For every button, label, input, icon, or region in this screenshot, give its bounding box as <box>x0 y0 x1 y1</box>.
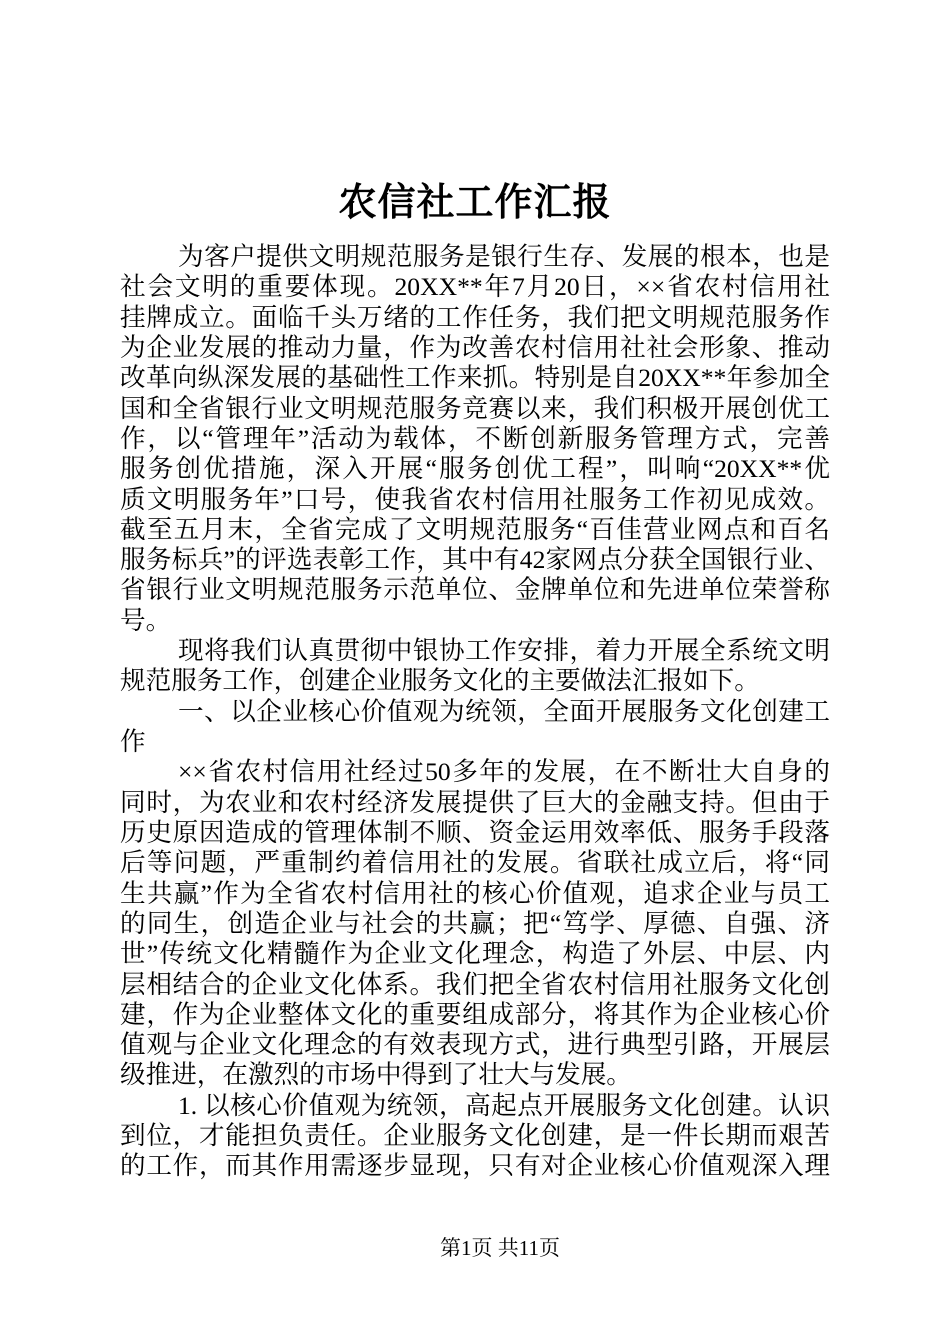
paragraph-5-line: 到位，才能担负责任。企业服务文化创建，是一件长期而艰苦 <box>120 1121 830 1151</box>
paragraph-5-line: 1. 以核心价值观为统领，高起点开展服务文化创建。认识 <box>178 1090 830 1120</box>
paragraph-1-line: 服务标兵”的评选表彰工作，其中有42家网点分获全国银行业、 <box>120 545 830 575</box>
paragraph-2-line: 现将我们认真贯彻中银协工作安排，着力开展全系统文明 <box>178 636 830 666</box>
paragraph-1-line: 号。 <box>120 605 172 635</box>
paragraph-4-line: 同时，为农业和农村经济发展提供了巨大的金融支持。但由于 <box>120 787 830 817</box>
paragraph-4-line: 级推进，在激烈的市场中得到了壮大与发展。 <box>120 1060 632 1090</box>
paragraph-1-line: 为客户提供文明规范服务是银行生存、发展的根本，也是 <box>178 242 830 271</box>
paragraph-1-line: 社会文明的重要体现。20XX**年7月20日，××省农村信用社 <box>120 272 830 302</box>
paragraph-4-line: ××省农村信用社经过50多年的发展，在不断壮大自身的 <box>178 757 830 787</box>
paragraph-4-line: 后等问题，严重制约着信用社的发展。省联社成立后，将“同 <box>120 848 830 878</box>
paragraph-1-line: 作，以“管理年”活动为载体，不断创新服务管理方式，完善 <box>120 423 830 453</box>
paragraph-1-line: 截至五月末，全省完成了文明规范服务“百佳营业网点和百名 <box>120 514 830 544</box>
paragraph-4-line: 值观与企业文化理念的有效表现方式，进行典型引路，开展层 <box>120 1030 830 1060</box>
paragraph-4-line: 生共赢”作为全省农村信用社的核心价值观，追求企业与员工 <box>120 878 830 908</box>
paragraph-3-line: 一、以企业核心价值观为统领，全面开展服务文化创建工 <box>178 696 830 726</box>
paragraph-1-line: 省银行业文明规范服务示范单位、金牌单位和先进单位荣誉称 <box>120 575 830 605</box>
paragraph-1-line: 服务创优措施，深入开展“服务创优工程”，叫响“20XX**优 <box>120 454 830 484</box>
page-number-label: 第1页 共11页 <box>440 1236 560 1260</box>
paragraph-4-line: 世”传统文化精髓作为企业文化理念，构造了外层、中层、内 <box>120 939 830 969</box>
paragraph-5-line: 的工作，而其作用需逐步显现，只有对企业核心价值观深入理 <box>120 1151 830 1181</box>
paragraph-3-line: 作 <box>120 727 146 756</box>
paragraph-1-line: 改革向纵深发展的基础性工作来抓。特别是自20XX**年参加全 <box>120 363 830 393</box>
paragraph-4-line: 建，作为企业整体文化的重要组成部分，将其作为企业核心价 <box>120 999 830 1029</box>
paragraph-1-line: 挂牌成立。面临千头万绪的工作任务，我们把文明规范服务作 <box>120 302 830 332</box>
paragraph-1-line: 为企业发展的推动力量，作为改善农村信用社社会形象、推动 <box>120 332 830 362</box>
page-footer <box>145 1234 855 1262</box>
paragraph-4-line: 层相结合的企业文化体系。我们把全省农村信用社服务文化创 <box>120 969 830 999</box>
paragraph-4-line: 的同生，创造企业与社会的共赢；把“笃学、厚德、自强、济 <box>120 908 830 938</box>
paragraph-4-line: 历史原因造成的管理体制不顺、资金运用效率低、服务手段落 <box>120 817 830 847</box>
paragraph-1-line: 质文明服务年”口号，使我省农村信用社服务工作初见成效。 <box>120 484 830 514</box>
document-body <box>120 242 830 1182</box>
paragraph-1-line: 国和全省银行业文明规范服务竞赛以来，我们积极开展创优工 <box>120 393 830 423</box>
document-title: 农信社工作汇报 <box>338 182 612 224</box>
paragraph-2-line: 规范服务工作，创建企业服务文化的主要做法汇报如下。 <box>120 666 760 696</box>
